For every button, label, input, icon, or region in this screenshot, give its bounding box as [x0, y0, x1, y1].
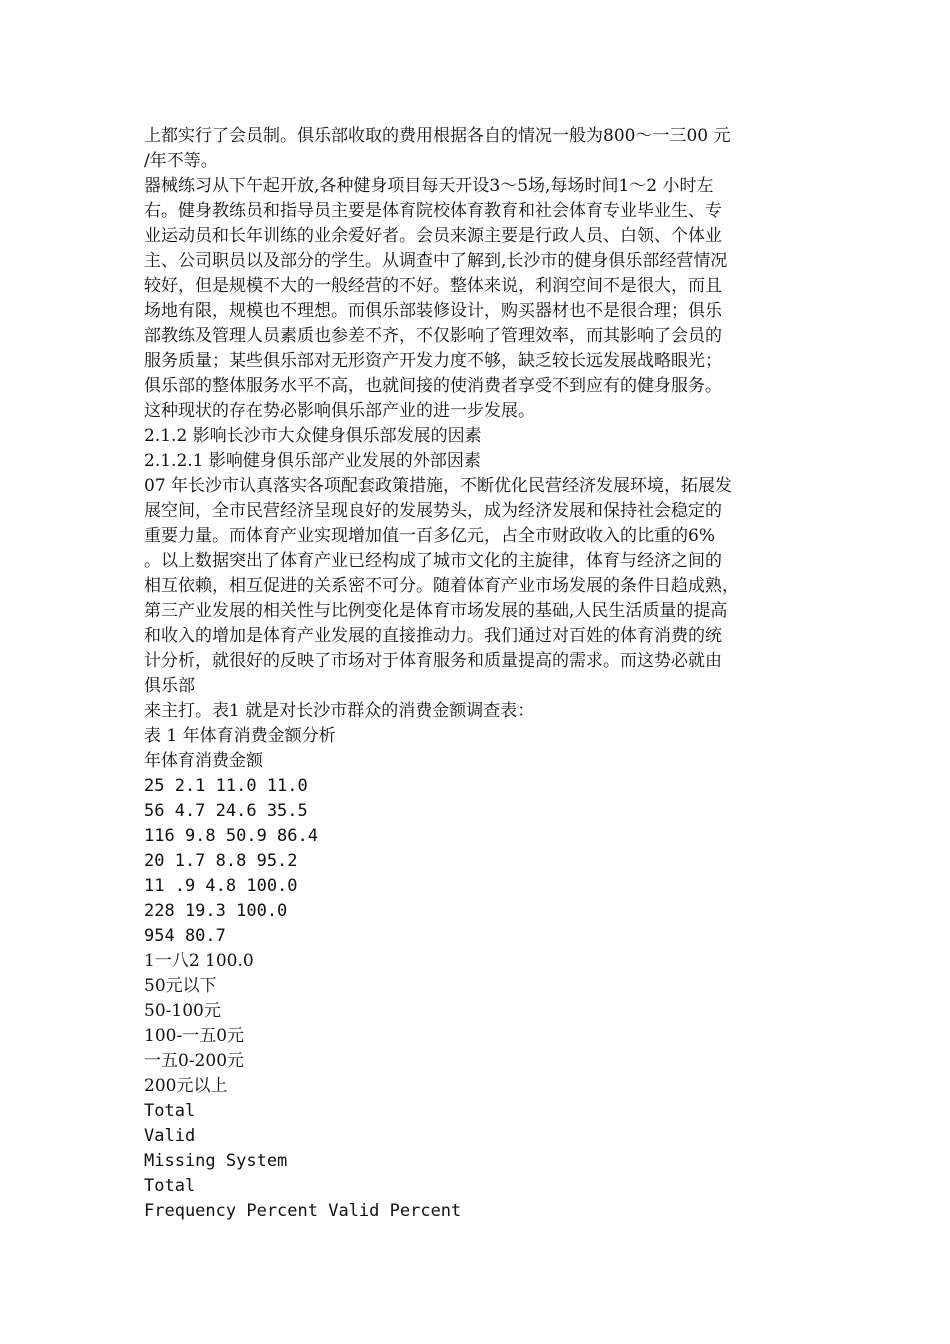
- text-line: 50元以下: [144, 976, 217, 996]
- text-line: Valid: [144, 1126, 196, 1146]
- text-line: 和收入的增加是体育产业发展的直接推动力。我们通过对百姓的体育消费的统: [144, 626, 722, 646]
- text-line: 2.1.2 影响长沙市大众健身俱乐部发展的因素: [144, 426, 482, 446]
- document-page: [144, 124, 810, 1224]
- text-line: 56 4.7 24.6 35.5: [144, 801, 308, 821]
- text-line: 俱乐部的整体服务水平不高，也就间接的使消费者享受不到应有的健身服务。: [144, 376, 722, 396]
- text-line: 116 9.8 50.9 86.4: [144, 826, 318, 846]
- text-line: 俱乐部: [144, 676, 195, 696]
- text-line: 年体育消费金额: [144, 751, 263, 771]
- text-line: 主、公司职员以及部分的学生。从调查中了解到,长沙市的健身俱乐部经营情况: [144, 251, 728, 271]
- text-line: 100-一五0元: [144, 1026, 245, 1046]
- text-line: 部教练及管理人员素质也参差不齐，不仅影响了管理效率，而其影响了会员的: [144, 326, 722, 346]
- text-line: 第三产业发展的相关性与比例变化是体育市场发展的基础,人民生活质量的提高: [144, 601, 728, 621]
- text-line: 场地有限，规模也不理想。而俱乐部装修设计，购买器材也不是很合理；俱乐: [144, 301, 722, 321]
- text-line: Total: [144, 1176, 196, 1196]
- text-line: 1一八2 100.0: [144, 951, 254, 971]
- text-line: 954 80.7: [144, 926, 226, 946]
- text-line: 服务质量；某些俱乐部对无形资产开发力度不够，缺乏较长远发展战略眼光；: [144, 351, 722, 371]
- text-line: Missing System: [144, 1151, 288, 1171]
- text-line: 上都实行了会员制。俱乐部收取的费用根据各自的情况一般为800～一三00 元: [144, 126, 731, 146]
- text-line: /年不等。: [144, 151, 218, 171]
- text-line: 展空间，全市民营经济呈现良好的发展势头，成为经济发展和保持社会稳定的: [144, 501, 722, 521]
- text-line: 较好，但是规模不大的一般经营的不好。整体来说，利润空间不是很大，而且: [144, 276, 722, 296]
- text-line: 228 19.3 100.0: [144, 901, 288, 921]
- text-line: 一五0-200元: [144, 1051, 245, 1071]
- text-line: Total: [144, 1101, 196, 1121]
- text-line: 这种现状的存在势必影响俱乐部产业的进一步发展。: [144, 401, 535, 421]
- text-line: 计分析，就很好的反映了市场对于体育服务和质量提高的需求。而这势必就由: [144, 651, 722, 671]
- text-line: 11 .9 4.8 100.0: [144, 876, 298, 896]
- text-line: 业运动员和长年训练的业余爱好者。会员来源主要是行政人员、白领、个体业: [144, 226, 722, 246]
- text-line: 50-100元: [144, 1001, 221, 1021]
- text-line: 07 年长沙市认真落实各项配套政策措施，不断优化民营经济发展环境，拓展发: [144, 476, 733, 496]
- text-line: 器械练习从下午起开放,各种健身项目每天开设3～5场,每场时间1～2 小时左: [144, 176, 714, 196]
- text-line: 20 1.7 8.8 95.2: [144, 851, 298, 871]
- text-line: 200元以上: [144, 1076, 228, 1096]
- text-line: 表 1 年体育消费金额分析: [144, 726, 336, 746]
- text-line: 2.1.2.1 影响健身俱乐部产业发展的外部因素: [144, 451, 481, 471]
- text-line: 来主打。表1 就是对长沙市群众的消费金额调查表：: [144, 701, 535, 721]
- text-line: 。以上数据突出了体育产业已经构成了城市文化的主旋律，体育与经济之间的: [144, 551, 722, 571]
- text-line: 重要力量。而体育产业实现增加值一百多亿元，占全市财政收入的比重的6%: [144, 526, 715, 546]
- text-line: Frequency Percent Valid Percent: [144, 1201, 462, 1221]
- text-line: 25 2.1 11.0 11.0: [144, 776, 308, 796]
- text-line: 相互依赖，相互促进的关系密不可分。随着体育产业市场发展的条件日趋成熟，: [144, 576, 739, 596]
- text-line: 右。健身教练员和指导员主要是体育院校体育教育和社会体育专业毕业生、专: [144, 201, 722, 221]
